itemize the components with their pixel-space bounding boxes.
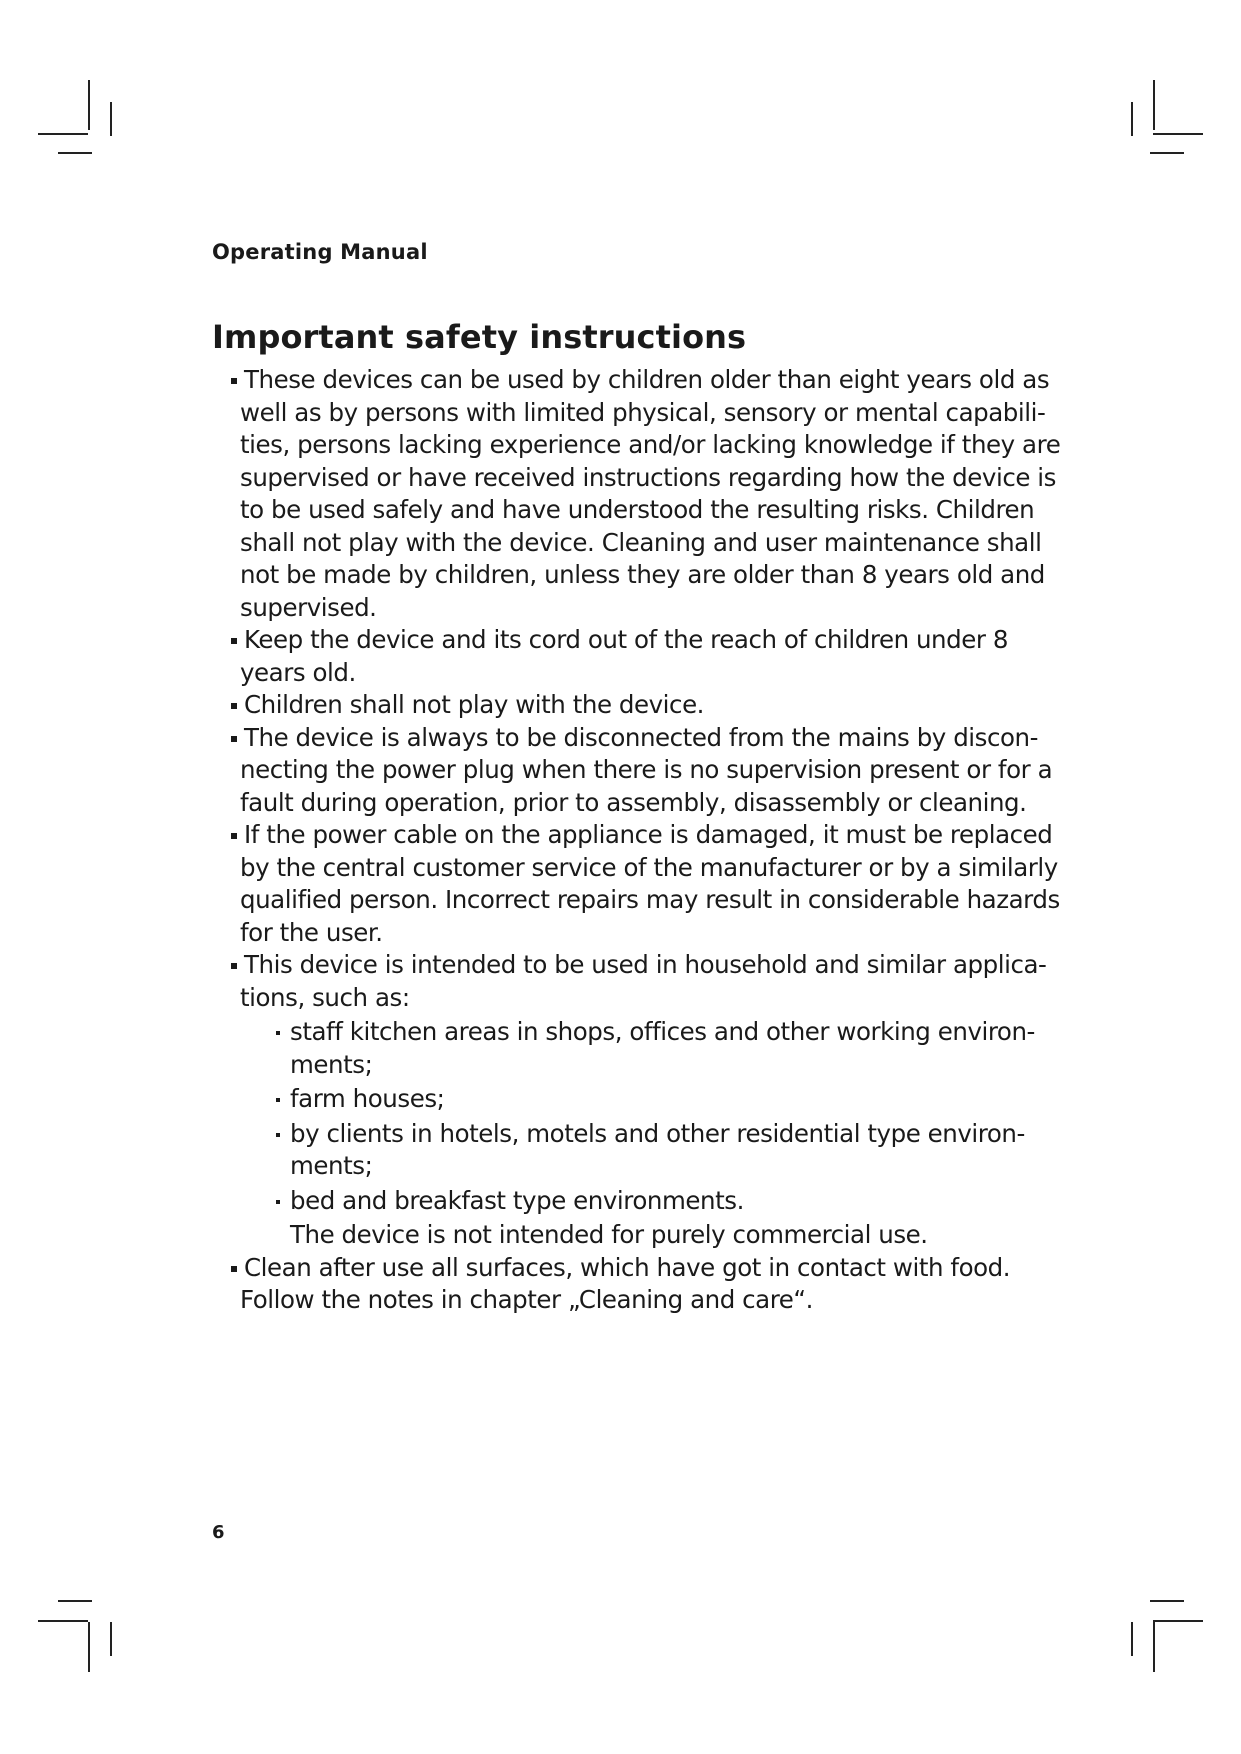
- list-item-text: Clean after use all surfaces, which have got in contact with food. Follow the notes in chapter „Cleaning and care“.: [240, 1252, 1011, 1314]
- usage-examples-list: [276, 1016, 1062, 1217]
- crop-mark: [1153, 1622, 1155, 1672]
- crop-mark: [1131, 102, 1133, 136]
- list-item-text: This device is intended to be used in household and similar applica- tions, such as:: [240, 950, 1047, 1012]
- sub-list-item: [276, 1118, 1062, 1183]
- sub-list-item: [276, 1185, 1062, 1218]
- crop-mark: [1131, 1622, 1133, 1656]
- commercial-use-note: The device is not intended for purely commercial use.: [290, 1220, 928, 1249]
- sub-list-item-text: staff kitchen areas in shops, offices and other working environ- ments;: [290, 1017, 1035, 1079]
- square-bullet-icon: [231, 703, 237, 709]
- list-item-text: The device is always to be disconnected from the mains by discon- necting the power plug when there is no supervision present or for a fault during operation, prior to assembly, disassembly or cleaning.: [240, 722, 1053, 817]
- dot-bullet-icon: [276, 1133, 280, 1137]
- square-bullet-icon: [231, 638, 237, 644]
- crop-mark: [38, 1620, 88, 1622]
- sub-list-item: [276, 1083, 1062, 1116]
- list-item: [232, 949, 1062, 1252]
- crop-mark: [1150, 1600, 1184, 1602]
- list-item-text: Children shall not play with the device.: [244, 690, 705, 719]
- sub-list-item-text: farm houses;: [290, 1084, 445, 1113]
- dot-bullet-icon: [276, 1200, 280, 1204]
- crop-mark: [58, 152, 92, 154]
- dot-bullet-icon: [276, 1098, 280, 1102]
- list-item: [232, 1252, 1062, 1317]
- square-bullet-icon: [231, 378, 237, 384]
- list-item: [232, 689, 1062, 722]
- sub-list-item: [276, 1016, 1062, 1081]
- square-bullet-icon: [231, 963, 237, 969]
- crop-mark: [38, 133, 88, 135]
- list-item: [232, 364, 1062, 624]
- list-item: [232, 819, 1062, 949]
- crop-mark: [1153, 133, 1203, 135]
- crop-mark: [1150, 152, 1184, 154]
- list-item: [232, 624, 1062, 689]
- sub-list-item-text: bed and breakfast type environments.: [290, 1185, 744, 1215]
- crop-mark: [110, 1622, 112, 1656]
- running-header: Operating Manual: [212, 240, 428, 264]
- list-item-text: These devices can be used by children older than eight years old as well as by persons with limited physical, sensory or mental capabili- ties, persons lacking experience and/or lacking knowledge if they are supervised or have received instructions regarding how the device is to be used safely and have understood the resulting risks. Children shall not play with the device. Cleaning and user maintenance shall not be made by children, unless they are older than 8 years old and supervised.: [240, 365, 1061, 622]
- sub-list-item-text: by clients in hotels, motels and other residential type environ- ments;: [290, 1118, 1025, 1180]
- safety-instructions-list: [232, 364, 1062, 1317]
- square-bullet-icon: [231, 736, 237, 742]
- crop-mark: [110, 102, 112, 136]
- list-item: [232, 722, 1062, 820]
- crop-mark: [1153, 1620, 1203, 1622]
- crop-mark: [88, 1622, 90, 1672]
- square-bullet-icon: [231, 833, 237, 839]
- square-bullet-icon: [231, 1266, 237, 1272]
- crop-mark: [1153, 80, 1155, 130]
- list-item-text: If the power cable on the appliance is damaged, it must be replaced by the central customer service of the manufacturer or by a similarly qualified person. Incorrect repairs may result in considerable hazards for the user.: [240, 820, 1060, 947]
- crop-mark: [58, 1600, 92, 1602]
- crop-mark: [88, 80, 90, 130]
- dot-bullet-icon: [276, 1031, 280, 1035]
- page-number: 6: [212, 1522, 225, 1543]
- list-item-text: Keep the device and its cord out of the reach of children under 8 years old.: [240, 625, 1008, 687]
- section-heading: Important safety instructions: [212, 318, 747, 356]
